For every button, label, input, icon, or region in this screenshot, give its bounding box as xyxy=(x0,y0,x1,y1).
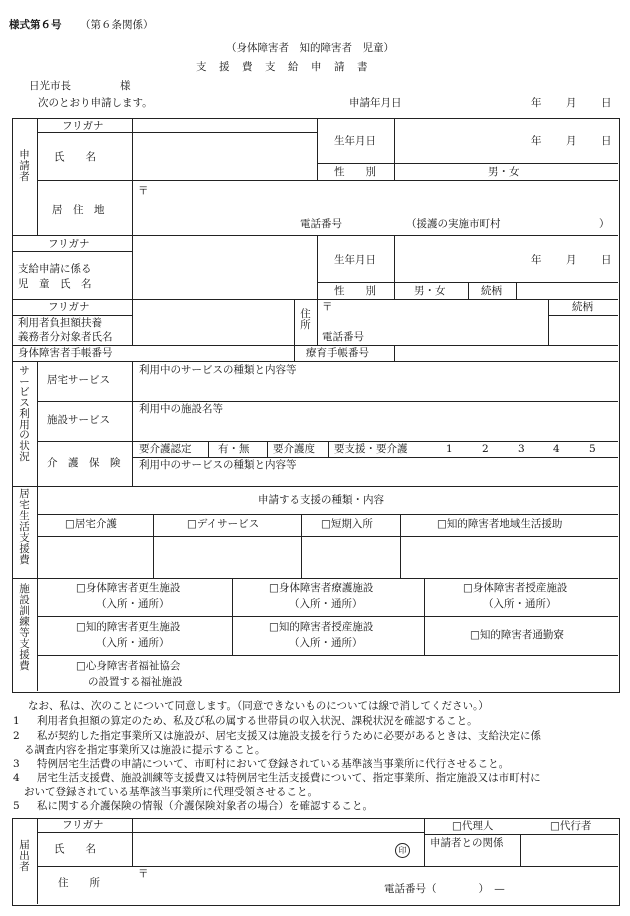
intellectual-vocational-facility-sub: （入所・通所） xyxy=(289,637,363,649)
consent-item-text: 私が契約した指定事業所又は施設が、居宅支援又は施設支援を行うために必要があるときは、支給決定に係 xyxy=(37,730,541,742)
child-furigana-label: フリガナ xyxy=(48,238,90,250)
intro-text: 次のとおり申請します。 xyxy=(38,97,153,109)
care-level-5[interactable]: 5 xyxy=(589,443,596,455)
support-city-close: ） xyxy=(599,218,610,230)
consent-item-number: 4 xyxy=(13,772,20,784)
applicant-phone-label: 電話番号 xyxy=(300,218,342,230)
facility-support-section-label: 施設訓練等支援費 xyxy=(19,583,30,673)
physical-rehab-facility-option[interactable]: □身体障害者更生施設 xyxy=(76,582,181,594)
relation-label: 申請者との関係 xyxy=(430,837,504,849)
consent-item-text: 利用者負担額の算定のため、私及び私の属する世帯員の収入状況、課税状況を確認すること。 xyxy=(37,715,478,727)
home-service-note: 利用中のサービスの種類と内容等 xyxy=(139,364,297,376)
facility-service-note: 利用中の施設名等 xyxy=(139,403,223,415)
child-birth-label: 生年月日 xyxy=(334,254,376,266)
date-month-label: 月 xyxy=(566,97,577,109)
child-birth-year: 年 xyxy=(531,254,542,266)
obligor-relation-label: 続柄 xyxy=(572,301,593,313)
physical-rehab-facility-sub: （入所・通所） xyxy=(96,598,170,610)
form-category: （身体障害者 知的障害者 児童） xyxy=(226,42,394,54)
notifier-postal-mark: 〒 xyxy=(138,868,149,880)
addressee: 日光市長 xyxy=(29,80,71,92)
seal-mark: 印 xyxy=(395,843,410,858)
child-sex-options[interactable]: 男・女 xyxy=(414,285,446,297)
notifier-section-label: 届出者 xyxy=(19,839,30,874)
care-level-4[interactable]: 4 xyxy=(553,443,560,455)
intellectual-commute-dorm-option[interactable]: □知的障害者通勤寮 xyxy=(470,629,564,641)
short-stay-option[interactable]: □短期入所 xyxy=(321,518,373,530)
home-service-label: 居宅サービス xyxy=(47,374,110,386)
community-living-option[interactable]: □知的障害者地域生活援助 xyxy=(437,518,563,530)
consent-item-number: 3 xyxy=(13,758,20,770)
proxy-option[interactable]: □代行者 xyxy=(550,820,592,832)
applicant-sex-label: 性 別 xyxy=(334,166,376,178)
applicant-name-label: 氏 名 xyxy=(54,151,96,163)
consent-item-text-cont: おいて登録されている基準該当事業所に代理受領させること。 xyxy=(24,786,318,798)
consent-item-number: 1 xyxy=(13,715,20,727)
home-support-header: 申請する支援の種類・内容 xyxy=(258,494,384,506)
physical-nursing-facility-sub: （入所・通所） xyxy=(289,598,363,610)
applicant-birth-month: 月 xyxy=(566,135,577,147)
consent-item-text: 特例居宅生活費の申請について、市町村において登録されている基準該当事業所に代行させること。 xyxy=(37,758,510,770)
notifier-phone-label: 電話番号（ ） — xyxy=(384,883,505,895)
applicant-birth-day: 日 xyxy=(601,135,612,147)
applicant-address-label: 居 住 地 xyxy=(52,204,105,216)
obligor-phone-label: 電話番号 xyxy=(322,331,364,343)
physical-vocational-facility-sub: （入所・通所） xyxy=(483,598,557,610)
child-birth-day: 日 xyxy=(601,254,612,266)
notifier-address-label: 住 所 xyxy=(58,877,100,889)
service-section-label: サービス利用の状況 xyxy=(19,365,30,463)
child-sex-label: 性 別 xyxy=(334,285,376,297)
obligor-furigana-label: フリガナ xyxy=(48,301,90,313)
obligor-postal-mark: 〒 xyxy=(322,301,333,313)
applicant-postal-mark: 〒 xyxy=(138,185,149,197)
addressee-honorific: 様 xyxy=(120,80,131,92)
agent-option[interactable]: □代理人 xyxy=(452,820,494,832)
day-service-option[interactable]: □デイサービス xyxy=(187,518,260,530)
date-day-label: 日 xyxy=(601,97,612,109)
applicant-section-label: 申請者 xyxy=(19,149,30,184)
physical-vocational-facility-option[interactable]: □身体障害者授産施設 xyxy=(463,582,568,594)
consent-item-text: 居宅生活支援費、施設訓練等支援費又は特例居宅生活支援費について、指定事業所、指定施設又は市町村に xyxy=(37,772,541,784)
page-title: 支 援 費 支 給 申 請 書 xyxy=(196,61,369,73)
form-number: 様式第６号 xyxy=(9,19,62,31)
consent-item-number: 5 xyxy=(13,800,20,812)
care-level-1[interactable]: 1 xyxy=(446,443,453,455)
applicant-birth-year: 年 xyxy=(531,135,542,147)
consent-intro: なお、私は、次のことについて同意します。（同意できないものについては線で消してください。） xyxy=(28,700,489,712)
physical-nursing-facility-option[interactable]: □身体障害者療護施設 xyxy=(269,582,374,594)
consent-item-text: 私に関する介護保険の情報（介護保険対象者の場合）を確認すること。 xyxy=(37,800,373,812)
consent-item-number: 2 xyxy=(13,730,20,742)
applicant-birth-label: 生年月日 xyxy=(334,135,376,147)
care-level-3[interactable]: 3 xyxy=(518,443,525,455)
child-name-label-line1: 支給申請に係る xyxy=(18,263,92,275)
intellectual-rehab-facility-option[interactable]: □知的障害者更生施設 xyxy=(76,621,181,633)
obligor-label-line1: 利用者負担額扶養 xyxy=(18,317,102,329)
home-support-section-label: 居宅生活支援費 xyxy=(19,488,30,567)
notifier-furigana-label: フリガナ xyxy=(62,819,104,831)
consent-item-text-cont: る調査内容を指定事業所又は施設に提示すること。 xyxy=(24,744,266,756)
applicant-furigana-label: フリガナ xyxy=(62,120,104,132)
care-insurance-label: 介 護 保 険 xyxy=(47,457,121,469)
child-birth-month: 月 xyxy=(566,254,577,266)
form-reference: （第６条関係） xyxy=(80,19,154,31)
physical-handbook-label: 身体障害者手帳番号 xyxy=(18,347,113,359)
obligor-label-line2: 義務者分対象者氏名 xyxy=(18,331,113,343)
care-level-2[interactable]: 2 xyxy=(482,443,489,455)
intellectual-rehab-facility-sub: （入所・通所） xyxy=(96,637,170,649)
care-level-label: 要介護度 xyxy=(273,443,315,455)
welfare-association-facility-option[interactable]: □心身障害者福祉協会 xyxy=(76,660,181,672)
application-date-label: 申請年月日 xyxy=(349,97,402,109)
intellectual-vocational-facility-option[interactable]: □知的障害者授産施設 xyxy=(269,621,374,633)
applicant-sex-options[interactable]: 男・女 xyxy=(488,166,520,178)
date-year-label: 年 xyxy=(531,97,542,109)
obligor-address-label: 住所 xyxy=(300,308,311,332)
welfare-association-facility-sub: の設置する福祉施設 xyxy=(88,676,183,688)
home-care-option[interactable]: □居宅介護 xyxy=(65,518,117,530)
child-name-label-line2: 児 童 氏 名 xyxy=(18,278,92,290)
support-city-label: （援護の実施市町村 xyxy=(406,218,501,230)
care-certification-yesno[interactable]: 有・無 xyxy=(218,443,250,455)
care-insurance-note: 利用中のサービスの種類と内容等 xyxy=(139,459,297,471)
care-levels-label: 要支援・要介護 xyxy=(334,443,408,455)
child-relation-label: 続柄 xyxy=(481,285,502,297)
notifier-name-label: 氏 名 xyxy=(54,843,96,855)
rehab-handbook-label: 療育手帳番号 xyxy=(306,347,369,359)
care-certification-label: 要介護認定 xyxy=(139,443,192,455)
facility-service-label: 施設サービス xyxy=(47,414,110,426)
